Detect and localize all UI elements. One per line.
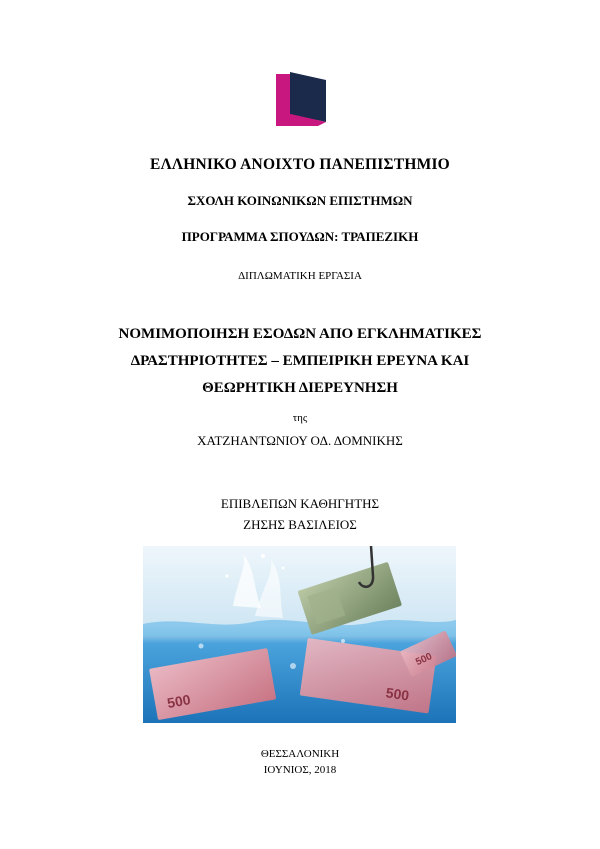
svg-text:500: 500 xyxy=(384,684,411,704)
school-name: ΣΧΟΛΗ ΚΟΙΝΩΝΙΚΩΝ ΕΠΙΣΤΗΜΩΝ xyxy=(187,193,413,208)
supervisor-label: ΕΠΙΒΛΕΠΩΝ ΚΑΘΗΓΗΤΗΣ xyxy=(220,496,380,511)
university-logo-icon xyxy=(272,70,328,128)
svg-text:500: 500 xyxy=(414,651,434,669)
thesis-title xyxy=(0,321,600,402)
thesis-type: ΔΙΠΛΩΜΑΤΙΚΗ ΕΡΓΑΣΙΑ xyxy=(238,270,362,282)
date: ΙΟΥΝΙΟΣ, 2018 xyxy=(263,764,337,776)
program-name: ΠΡΟΓΡΑΜΜΑ ΣΠΟΥΔΩΝ: ΤΡΑΠΕΖΙΚΗ xyxy=(181,229,419,244)
by-label: της xyxy=(292,412,308,424)
thesis-title-line: ΔΡΑΣΤΗΡΙΟΤΗΤΕΣ – ΕΜΠΕΙΡΙΚΗ ΕΡΕΥΝΑ ΚΑΙ xyxy=(130,353,470,369)
author-name: ΧΑΤΖΗΑΝΤΩΝΙΟΥ ΟΔ. ΔΟΜΝΙΚΗΣ xyxy=(197,433,403,448)
cover-image xyxy=(143,546,456,723)
thesis-title-line: ΝΟΜΙΜΟΠΟΙΗΣΗ ΕΣΟΔΩΝ ΑΠΟ ΕΓΚΛΗΜΑΤΙΚΕΣ xyxy=(118,326,482,342)
supervisor-name: ΖΗΣΗΣ ΒΑΣΙΛΕΙΟΣ xyxy=(243,517,357,532)
thesis-title-line: ΘΕΩΡΗΤΙΚΗ ΔΙΕΡΕΥΝΗΣΗ xyxy=(202,380,398,396)
university-name: ΕΛΛΗΝΙΚΟ ΑΝΟΙΧΤΟ ΠΑΝΕΠΙΣΤΗΜΙΟ xyxy=(150,156,450,173)
svg-text:500: 500 xyxy=(165,691,192,712)
city: ΘΕΣΣΑΛΟΝΙΚΗ xyxy=(260,748,340,760)
